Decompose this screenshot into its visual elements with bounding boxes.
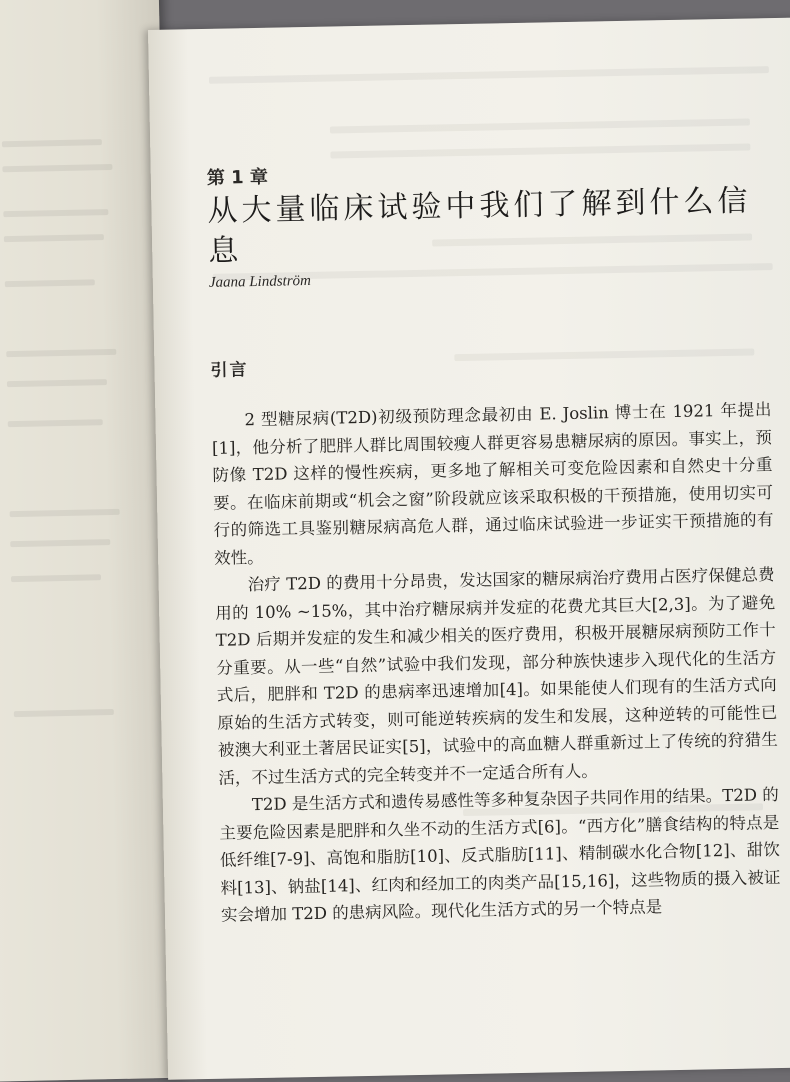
paragraph: 治疗 T2D 的费用十分昂贵，发达国家的糖尿病治疗费用占医疗保健总费用的 10% ~15%，其中治疗糖尿病并发症的花费尤其巨大[2,3]。为了避免 T2D 后期并发症的发生和减少相关的医疗费用，积极开展糖尿病预防工作十分重要。从一些“自然”试验中我们发现，部分种族快速步入现代化的生活方式后，肥胖和 T2D 的患病率迅速增加[4]。如果能使人们现有的生活方式向原始的生活方式转变，则可能逆转疾病的发生和发展，这种逆转的可能性已被澳大利亚土著居民证实[5]，试验中的高血糖人群重新过上了传统的狩猎生活，不过生活方式的完全转变并不一定适合所有人。 [215, 565, 778, 788]
right-page [148, 17, 790, 1079]
paragraph: 2 型糖尿病(T2D)初级预防理念最初由 E. Joslin 博士在 1921 年提出[1]，他分析了肥胖人群比周围较瘦人群更容易患糖尿病的原因。事实上，预防像 T2D 这样的慢性疾病，更多地了解相关可变危险因素和自然史十分重要。在临床前期或“机会之窗”阶段就应该采取积极的干预措施，使用切实可行的筛选工具鉴别糖尿病高危人群，通过临床试验进一步证实干预措施的有效性。 [211, 400, 774, 568]
page-content [207, 153, 782, 929]
body-text [211, 396, 781, 929]
chapter-author: Jaana Lindström [208, 272, 312, 291]
section-heading: 引言 [210, 360, 249, 381]
paragraph: T2D 是生活方式和遗传易感性等多种复杂因子共同作用的结果。T2D 的主要危险因素是肥胖和久坐不动的生活方式[6]。“西方化”膳食结构的特点是低纤维[7-9]、高饱和脂肪[10]、反式脂肪[11]、精制碳水化合物[12]、甜饮料[13]、钠盐[14]、红肉和经加工的肉类产品[15,16]，这些物质的摄入被证实会增加 T2D 的患病风险。现代化生活方式的另一个特点是 [219, 785, 781, 925]
chapter-number: 第 1 章 [206, 166, 269, 189]
chapter-title: 从大量临床试验中我们了解到什么信息 [207, 183, 752, 269]
